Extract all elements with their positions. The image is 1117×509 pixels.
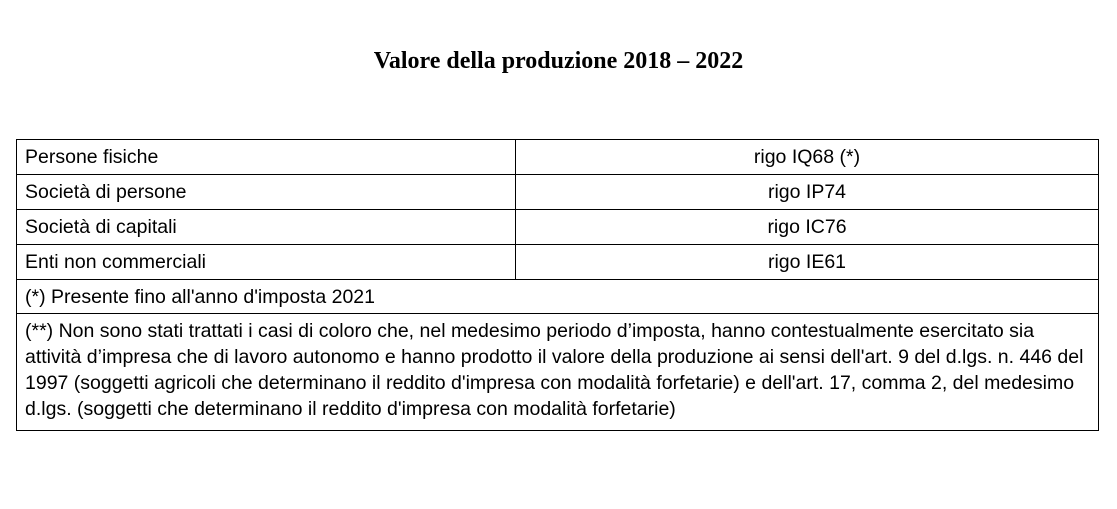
table-row (17, 175, 1099, 210)
footnote-row (17, 280, 1099, 314)
table-row (17, 140, 1099, 175)
page-title: Valore della produzione 2018 – 2022 (373, 48, 744, 74)
taxpayer-type-cell: Società di persone (17, 175, 516, 210)
taxpayer-type-cell: Società di capitali (17, 210, 516, 245)
table-row (17, 210, 1099, 245)
taxpayer-type-cell: Persone fisiche (17, 140, 516, 175)
rigo-cell: rigo IP74 (516, 175, 1099, 210)
footnote-single-asterisk: (*) Presente fino all'anno d'imposta 2021 (17, 280, 1099, 314)
taxpayer-type-cell: Enti non commerciali (17, 245, 516, 280)
footnote-double-asterisk: (**) Non sono stati trattati i casi di coloro che, nel medesimo periodo d’imposta, hanno contestualmente esercitato sia attività d’impresa che di lavoro autonomo e hanno prodotto il valore della produzione ai sensi dell'art. 9 del d.lgs. n. 446 del 1997 (soggetti agricoli che determinano il reddito d'impresa con modalità forfetarie) e dell'art. 17, comma 2, del medesimo d.lgs. (soggetti che determinano il reddito d'impresa con modalità forfetarie) (17, 314, 1099, 431)
rigo-cell: rigo IQ68 (*) (516, 140, 1099, 175)
footnote-row (17, 314, 1099, 431)
table-row (17, 245, 1099, 280)
rigo-cell: rigo IC76 (516, 210, 1099, 245)
rigo-cell: rigo IE61 (516, 245, 1099, 280)
taxpayer-rows-table (16, 139, 1099, 431)
